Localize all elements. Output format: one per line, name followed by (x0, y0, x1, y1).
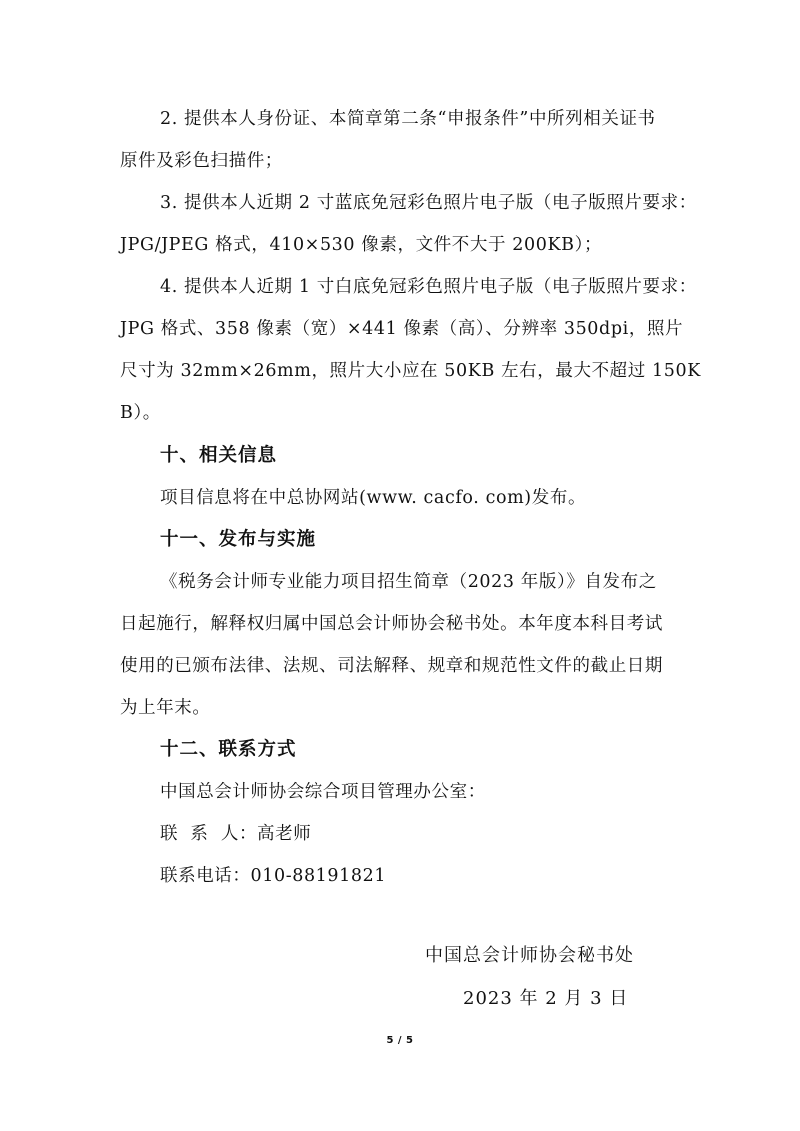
item-3-line-2: JPG/JPEG 格式，410×530 像素，文件不大于 200KB）； (120, 235, 603, 255)
item-4-line-2: JPG 格式、358 像素（宽）×441 像素（高）、分辨率 350dpi，照片 (120, 319, 684, 339)
section-11-heading: 十一、发布与实施 (160, 529, 317, 550)
page-number: 5 / 5 (386, 1035, 414, 1046)
section-10-heading: 十、相关信息 (160, 445, 278, 466)
section-11-line-2: 日起施行，解释权归属中国总会计师协会秘书处。本年度本科目考试 (120, 614, 663, 634)
item-4-line-4: B）。 (120, 403, 161, 423)
section-11-line-4: 为上年末。 (120, 698, 211, 718)
item-3-line-1: 3. 提供本人近期 2 寸蓝底免冠彩色照片电子版（电子版照片要求： (160, 193, 697, 213)
section-10-text: 项目信息将在中总协网站(www. cacfo. com)发布。 (160, 488, 587, 508)
section-12-heading: 十二、联系方式 (160, 739, 297, 760)
contact-phone: 联系电话：010-88191821 (160, 866, 387, 886)
section-11-line-1: 《税务会计师专业能力项目招生简章（2023 年版）》自发布之 (160, 572, 657, 592)
item-4-line-3: 尺寸为 32mm×26mm，照片大小应在 50KB 左右，最大不超过 150K (120, 361, 701, 381)
item-2-line-2: 原件及彩色扫描件； (120, 151, 283, 171)
item-4-line-1: 4. 提供本人近期 1 寸白底免冠彩色照片电子版（电子版照片要求： (160, 277, 697, 297)
signature-date: 2023 年 2 月 3 日 (463, 988, 629, 1009)
contact-person: 联 系 人：高老师 (160, 824, 312, 844)
contact-office: 中国总会计师协会综合项目管理办公室： (160, 782, 486, 802)
item-2-line-1: 2. 提供本人身份证、本简章第二条“申报条件”中所列相关证书 (160, 109, 656, 129)
section-11-line-3: 使用的已颁布法律、法规、司法解释、规章和规范性文件的截止日期 (120, 656, 663, 676)
signature-organization: 中国总会计师协会秘书处 (425, 945, 634, 966)
